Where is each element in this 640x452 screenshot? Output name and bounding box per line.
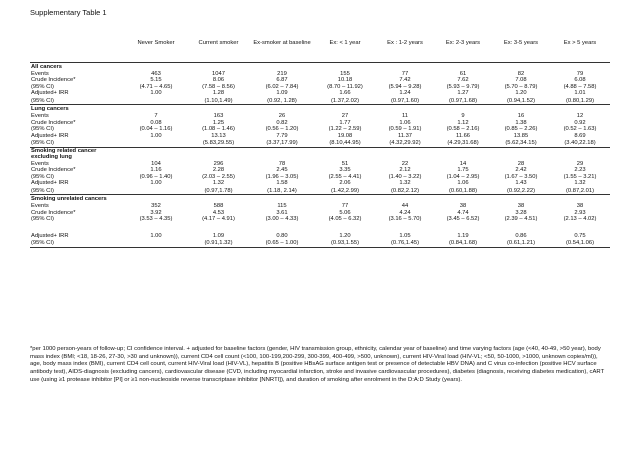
table-cell: 38 [459,203,467,210]
spacer-row [30,223,610,233]
table-cell: (6.02 – 7.84) [265,83,299,90]
table-cell: 82 [517,71,525,77]
table-cell: 3.92 [150,209,162,216]
empty-cell [492,105,550,114]
table-cell: 11.66 [455,132,471,139]
row-label: (95% CI) [31,140,54,147]
row-label: (95% CI) [31,187,54,194]
table-cell: (1.10,1.49) [204,97,233,104]
empty-cell [187,195,250,204]
table-cell: 1.27 [457,90,469,97]
empty-cell [250,147,314,160]
empty-cell [187,147,250,160]
table-cell: 1.77 [339,119,351,126]
results-table [30,40,610,248]
row-label: Crude Incidence* [31,77,76,84]
table-cell: 3.35 [339,167,351,174]
table-cell: (3.45 – 6.52) [446,216,480,223]
empty-cell [125,105,187,114]
table-cell: 16 [517,113,525,120]
table-cell: 14 [459,160,467,167]
table-cell: (5.94 – 9.28) [388,83,422,90]
row-label: (95% CI) [31,173,54,180]
table-cell: (1.08 – 1.46) [202,126,235,133]
empty-cell [434,195,492,204]
table-cell: 1.00 [150,180,162,187]
table-cell: (5.70 – 8.79) [504,83,538,90]
table-cell: 19.08 [337,132,353,139]
empty-cell [492,63,550,72]
table-cell: 10.18 [337,77,353,84]
table-cell: 296 [213,160,224,167]
table-cell: 78 [278,160,286,167]
table-row [30,98,610,105]
table-cell: (3.40,22.18) [564,140,596,147]
table-cell: 4.53 [212,209,225,216]
section-title: Smoking unrelated cancers [30,195,125,204]
table-cell: 0.08 [150,119,162,126]
row-label: Crude Incidence* [31,119,76,126]
table-cell: (0.54,1.06) [550,240,610,247]
column-header: Ex : 1-2 years [376,40,434,63]
table-cell: 44 [401,203,409,210]
table-cell: (2.13 – 4.02) [563,216,597,223]
table-cell: 6.08 [574,77,586,84]
table-footnote: *per 1000 person-years of follow-up; CI confidence interval. + adjusted for baseline factors (gender, HIV transmission group, ethnicity, calendar year of baseline) and time varying factors (age (<40, 40-49, >50 year), body mass index (BMI; <18, 18-26, 27-30, >30 and unknown)), current CD4 cell count (<100, 100-199,200-299, 300-399, 400-499, >500, unknown), current HIV-Viral load (HIV-VL; <50, 50-1000, >1000, unknown copies/ml)), age, body mass index (BMI), current CD4 cell count, current HIV-Viral load (HIV-VL), hepatitis B (positive HBsAG surface antigen test or presence of detectable HBV DNA) and C virus co-infection (positive HCV surface antibody test), AIDS-diagnosis (excluding cancers), cardiovascular disease (CVD, including myocardial infarction, stroke and invasive cardiovascular procedures), diabetes (diagnosis, receiving diabetes medication), cART use (using ≥1 protease inhibitor [PI] or ≥1 non-nucleoside reverse transcriptase inhibitor [NNRTI]), and duration of smoking after enrolment in the D:A:D Study (years). [30,346,605,383]
page-title: Supplementary Table 1 [30,8,107,17]
row-label: Events [31,113,49,120]
table-cell: (0.65 – 1.00) [250,240,314,247]
table-cell: 8.06 [212,77,225,84]
table-cell: (4.71 – 4.65) [139,83,173,90]
table-cell [125,98,187,105]
table-row [30,233,610,240]
table-cell: (5.62,34.15) [505,140,537,147]
row-label: Events [31,203,49,210]
table-cell: 12 [576,113,584,120]
table-cell [125,140,187,147]
table-cell: 1.20 [339,232,351,239]
table-cell: 2.42 [515,167,527,174]
table-cell: 1.09 [212,232,225,239]
table-cell: 0.80 [276,232,288,239]
table-cell: 463 [151,71,161,77]
column-header: Ex: < 1 year [314,40,376,63]
table-header-row [30,40,610,63]
table-cell: 7 [154,113,158,120]
table-cell: (0.58 – 2.16) [446,126,480,133]
table-cell: 9 [461,113,465,120]
table-row [30,188,610,195]
table-cell: (2.03 – 2.55) [202,173,235,180]
table-cell: 38 [517,203,525,210]
table-cell: 1.00 [150,90,162,97]
table-cell: 38 [576,203,584,210]
table-row [30,140,610,147]
row-label: (95% CI) [31,97,54,104]
table-cell: 1.06 [457,180,469,187]
table-cell: 11 [401,113,409,120]
empty-cell [376,147,434,160]
table-cell: 1.06 [399,119,411,126]
empty-cell [250,63,314,72]
row-label: (95% CI) [31,216,54,223]
table-cell: 2.12 [399,167,411,174]
table-cell: 11.37 [397,132,413,139]
row-label: (95% CI) [31,83,54,90]
row-label: Adjusted+ IRR [31,90,69,97]
column-header: Ex > 5 years [550,40,610,63]
table-cell: (0.97,1.78) [204,187,233,194]
table-cell: 1.12 [457,119,469,126]
table-cell: (0.96 – 1.40) [139,173,173,180]
table-cell: 1.25 [212,119,225,126]
empty-cell [314,105,376,114]
empty-cell [376,105,434,114]
table-row [30,133,610,140]
column-header: Never Smoker [125,40,187,63]
table-cell: 1.01 [574,90,586,97]
table-cell: 588 [213,203,224,210]
empty-cell [434,147,492,160]
table-cell: 1.28 [212,90,225,97]
table-cell: 352 [151,203,161,210]
row-label: Adjusted+ IRR [31,232,69,239]
table-cell: 1.20 [515,90,527,97]
table-cell: (3.16 – 5.70) [388,216,422,223]
table-cell: (1.42,2.99) [330,187,360,194]
row-label: Crude Incidence* [31,209,76,216]
table-cell: (0.04 – 1.16) [139,126,173,133]
table-cell: 1.58 [276,180,288,187]
table-cell: (0.94,1.52) [506,97,536,104]
table-cell: (1.04 – 2.95) [446,173,480,180]
section-title: Smoking related cancer excluding lung [30,147,125,160]
table-cell: (0.93,1.55) [314,240,376,247]
table-cell: (5.83,29.55) [202,140,235,147]
table-cell: 5.15 [150,77,162,84]
table-cell: 1.05 [399,232,411,239]
table-cell: 0.75 [574,232,586,239]
table-cell: 1.32 [399,180,411,187]
empty-cell [434,105,492,114]
table-cell: 1.32 [574,180,586,187]
empty-cell [125,63,187,72]
table-cell: (3.53 – 4.35) [139,216,173,223]
table-cell: (4.88 – 7.58) [563,83,597,90]
table-cell: 1.19 [457,232,469,239]
empty-cell [250,195,314,204]
empty-cell [125,195,187,204]
table-cell: 79 [576,71,584,77]
table-cell: 8.69 [574,132,586,139]
table-cell: 1.24 [399,90,411,97]
empty-cell [125,147,187,160]
empty-cell [434,63,492,72]
table-cell: (4.05 – 6.32) [328,216,362,223]
empty-cell [250,105,314,114]
table-cell: 51 [341,160,349,167]
row-label: (95% CI) [30,240,125,247]
table-cell: 7.79 [276,132,288,139]
empty-cell [550,63,610,72]
table-cell: (4.32,29.92) [389,140,421,147]
table-cell: 2.23 [574,167,586,174]
table-cell: 4.24 [399,209,411,216]
table-row [30,90,610,97]
table-cell: 5.06 [339,209,351,216]
section-header-row [30,147,610,160]
row-label: Adjusted+ IRR [31,180,69,187]
table-cell: (3.00 – 4.33) [265,216,299,223]
table-cell: 7.62 [457,77,469,84]
empty-cell [376,63,434,72]
empty-cell [376,195,434,204]
empty-cell [187,105,250,114]
empty-cell [550,147,610,160]
table-cell: (7.58 – 8.56) [202,83,235,90]
table-cell: 29 [576,160,584,167]
column-header: Ex: 2-3 years [434,40,492,63]
table-cell: (0.60,1.88) [448,187,478,194]
row-label: Adjusted+ IRR [31,132,69,139]
table-cell: (2.39 – 4.51) [504,216,538,223]
table-cell: 2.93 [574,209,586,216]
table-cell [125,240,187,247]
column-header: Current smoker [187,40,250,63]
empty-cell [492,147,550,160]
row-label: Crude Incidence* [31,167,76,174]
table-cell: (0.97,1.68) [448,97,478,104]
table-cell: (0.61,1.21) [492,240,550,247]
row-label: Events [31,71,49,77]
table-cell: (2.55 – 4.41) [328,173,362,180]
table-cell: (1.55 – 3.21) [563,173,597,180]
table-cell: 13.85 [513,132,529,139]
table-cell: (0.84,1.68) [434,240,492,247]
table-cell: (0.59 – 1.91) [388,126,422,133]
table-cell: (0.56 – 1.20) [265,126,299,133]
table-cell: (1.37,2.02) [330,97,360,104]
table-cell: 115 [277,203,287,210]
table-cell: (1.67 – 3.50) [504,173,538,180]
table-cell: 27 [341,113,349,120]
column-header [30,40,125,63]
table-cell: 0.86 [515,232,527,239]
table-row [30,240,610,247]
table-cell: (8.70 – 11.92) [327,83,363,90]
table-cell: 1.38 [515,119,527,126]
empty-cell [187,63,250,72]
empty-cell [492,195,550,204]
section-header-row [30,63,610,72]
table-cell: 61 [459,71,467,77]
table-cell: 2.28 [212,167,225,174]
table-cell: (0.52 – 1.63) [563,126,597,133]
table-cell: 3.28 [515,209,527,216]
empty-cell [550,105,610,114]
table-cell: (0.76,1.45) [376,240,434,247]
table-cell: 0.82 [276,119,288,126]
table-cell: 1.75 [457,167,469,174]
table-cell: 1047 [212,71,225,77]
table-cell: 7.42 [399,77,411,84]
table-cell: (0.80,1.29) [565,97,595,104]
table-cell: (0.92,2.22) [506,187,536,194]
section-header-row [30,195,610,204]
table-cell: 104 [151,160,161,167]
table-cell: 1.43 [515,180,527,187]
table-cell: (1.22 – 2.59) [328,126,362,133]
table-cell: (8.10,44.95) [329,140,361,147]
table-cell: 1.00 [150,132,162,139]
table-cell: (0.87,2.01) [565,187,595,194]
column-header: Ex-smoker at baseline [250,40,314,63]
table-cell: (0.91,1.32) [187,240,250,247]
section-header-row [30,105,610,114]
row-label: Events [31,160,49,167]
empty-cell [550,195,610,204]
table-body [30,63,610,248]
table-cell: 1.32 [212,180,225,187]
column-header: Ex: 3-5 years [492,40,550,63]
spacer-cell [30,223,610,233]
table-cell: (5.93 – 9.79) [446,83,480,90]
table-cell: (3.37,17.99) [266,140,298,147]
table-cell: (0.82,2.12) [390,187,420,194]
table-cell: (4.29,31.68) [447,140,479,147]
empty-cell [314,63,376,72]
table-cell: (0.97,1.60) [390,97,420,104]
table-cell: 6.87 [276,77,288,84]
table-cell: (1.18, 2.14) [267,187,297,194]
empty-cell [314,195,376,204]
table-cell: 4.74 [457,209,469,216]
table-cell: 219 [277,71,287,77]
table-cell: 1.16 [150,167,162,174]
table-cell: 7.08 [515,77,527,84]
table-cell: 28 [517,160,525,167]
section-title: All cancers [30,63,125,72]
table-cell [125,188,187,195]
table-cell: 3.61 [276,209,288,216]
empty-cell [314,147,376,160]
table-cell: (0.92, 1.28) [267,97,297,104]
table-cell: 26 [278,113,286,120]
table-row [30,180,610,187]
table-cell: 1.00 [150,232,162,239]
table-cell: 22 [401,160,409,167]
table-cell: 0.92 [574,119,586,126]
table-cell: 155 [340,71,350,77]
table-cell: 77 [341,203,349,210]
table-cell: (1.40 – 3.22) [388,173,422,180]
table-cell: (1.96 – 3.05) [265,173,299,180]
table-cell: (4.17 – 4.91) [202,216,235,223]
table-cell: (0.85 – 2.26) [504,126,538,133]
table-cell: 77 [401,71,409,77]
section-title: Lung cancers [30,105,125,114]
table-cell: 163 [213,113,224,120]
row-label: (95% CI) [31,126,54,133]
table-cell: 2.06 [339,180,351,187]
table-cell: 1.09 [276,90,288,97]
table-cell: 1.66 [339,90,351,97]
table-cell: 2.45 [276,167,288,174]
table-cell: 13.13 [211,132,226,139]
